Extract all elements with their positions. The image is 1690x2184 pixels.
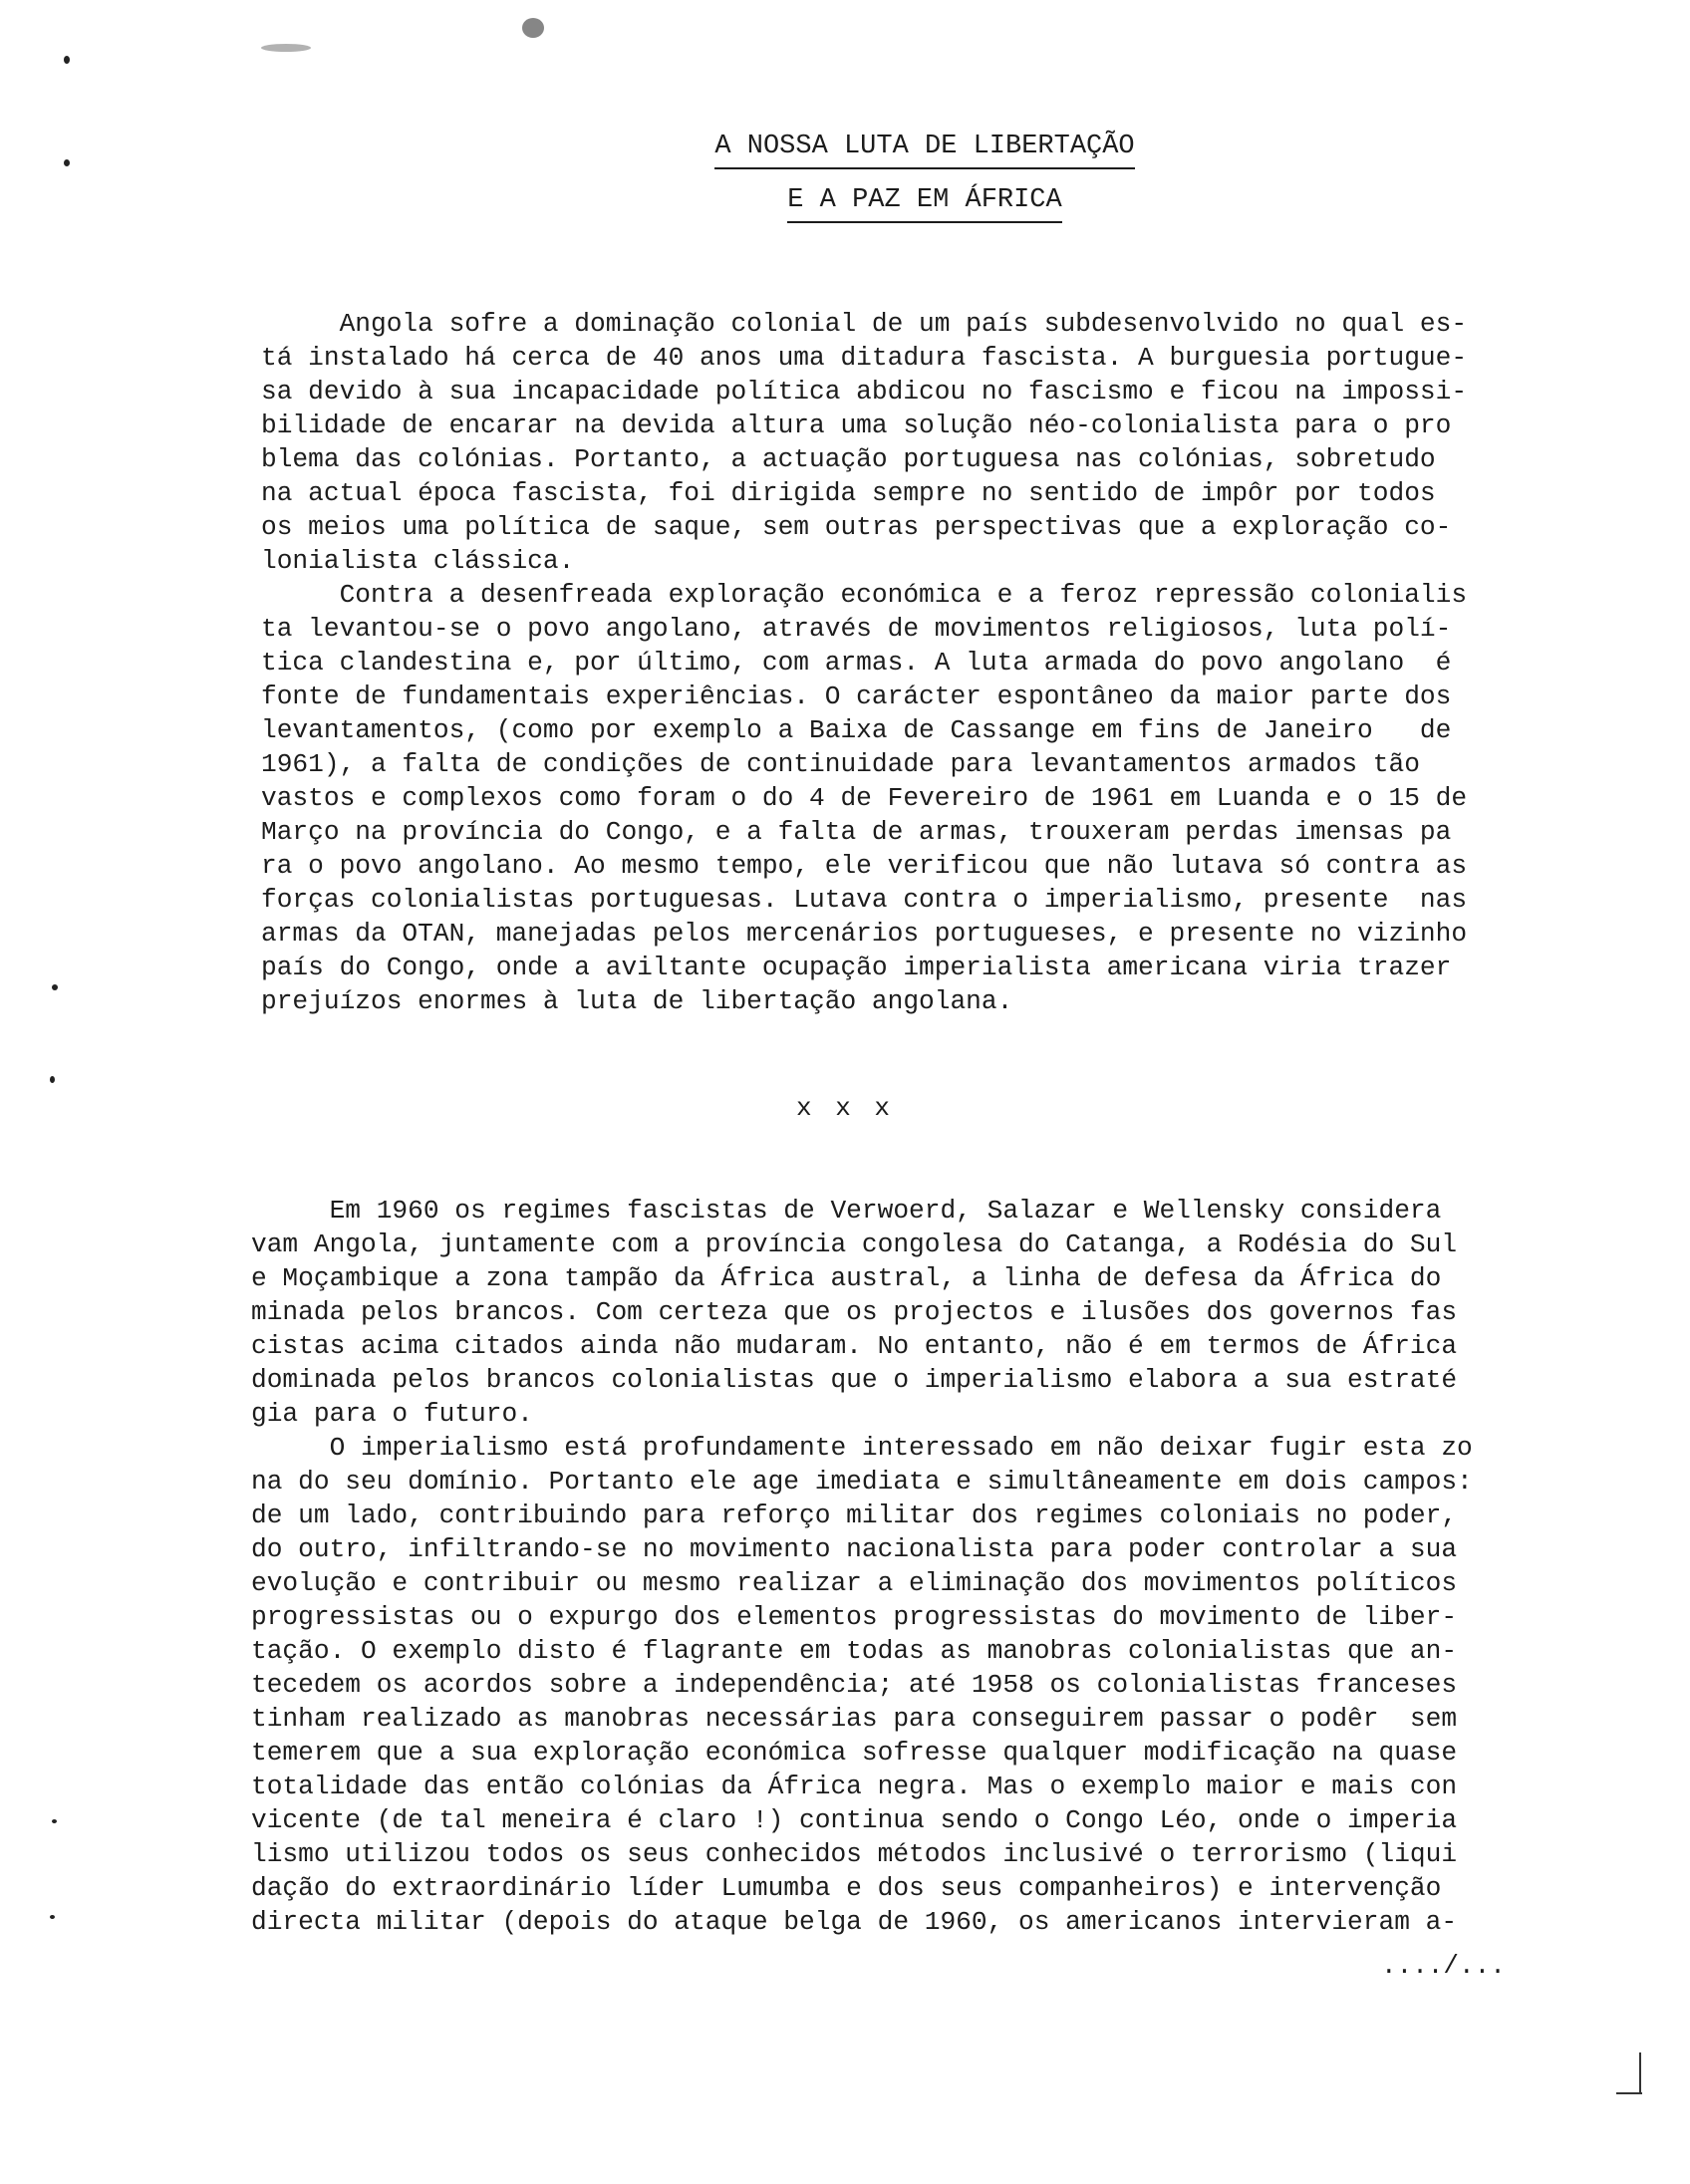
scan-speck xyxy=(52,1819,57,1823)
text-line: e Moçambique a zona tampão da África austral, a linha de defesa da África do xyxy=(251,1263,1442,1293)
text-line: lonialista clássica. xyxy=(261,546,575,576)
scan-speck xyxy=(64,159,70,166)
text-line: prejuízos enormes à luta de libertação angolana. xyxy=(261,986,1013,1016)
text-line: cistas acima citados ainda não mudaram. No entanto, não é em termos de África xyxy=(251,1331,1458,1361)
text-line: vastos e complexos como foram o do 4 de Fevereiro de 1961 em Luanda e o 15 de xyxy=(261,783,1468,813)
text-line: evolução e contribuir ou mesmo realizar a eliminação dos movimentos políticos xyxy=(251,1568,1458,1598)
title-line-2 xyxy=(0,183,1690,223)
text-line: de um lado, contribuindo para reforço militar dos regimes coloniais no poder, xyxy=(251,1501,1458,1530)
text-line: temerem que a sua exploração económica sofresse qualquer modificação na quase xyxy=(251,1738,1458,1768)
text-line: do outro, infiltrando-se no movimento nacionalista para poder controlar a sua xyxy=(251,1534,1458,1564)
text-line: ta levantou-se o povo angolano, através de movimentos religiosos, luta polí- xyxy=(261,614,1452,644)
title-line-2-text: E A PAZ EM ÁFRICA xyxy=(787,183,1061,223)
text-line: tica clandestina e, por último, com armas. A luta armada do povo angolano é xyxy=(261,648,1452,678)
section-separator: x x x xyxy=(795,1093,894,1123)
title-line-1-text: A NOSSA LUTA DE LIBERTAÇÃO xyxy=(714,130,1134,169)
scan-speck xyxy=(50,1076,55,1083)
text-line: tinham realizado as manobras necessárias para conseguirem passar o podêr sem xyxy=(251,1704,1458,1734)
text-line: os meios uma política de saque, sem outras perspectivas que a exploração co- xyxy=(261,512,1452,542)
text-line: O imperialismo está profundamente interessado em não deixar fugir esta zo xyxy=(251,1433,1473,1463)
text-line: armas da OTAN, manejadas pelos mercenários portugueses, e presente no vizinho xyxy=(261,919,1468,949)
text-line: lismo utilizou todos os seus conhecidos métodos inclusivé o terrorismo (liqui xyxy=(251,1839,1458,1869)
text-line: directa militar (depois do ataque belga de 1960, os americanos intervieram a- xyxy=(251,1907,1458,1937)
text-line: vicente (de tal meneira é claro !) continua sendo o Congo Léo, onde o imperia xyxy=(251,1805,1458,1835)
text-line: 1961), a falta de condições de continuidade para levantamentos armados tão xyxy=(261,749,1420,779)
text-line: ra o povo angolano. Ao mesmo tempo, ele verificou que não lutava só contra as xyxy=(261,851,1468,881)
text-line: Angola sofre a dominação colonial de um país subdesenvolvido no qual es- xyxy=(261,309,1468,339)
text-line: levantamentos, (como por exemplo a Baixa de Cassange em fins de Janeiro de xyxy=(261,715,1452,745)
title-line-1 xyxy=(0,130,1690,169)
scan-smudge xyxy=(261,44,311,52)
text-line: na actual época fascista, foi dirigida sempre no sentido de impôr por todos xyxy=(261,478,1436,508)
text-line: blema das colónias. Portanto, a actuação portuguesa nas colónias, sobretudo xyxy=(261,444,1436,474)
text-line: dação do extraordinário líder Lumumba e dos seus companheiros) e intervenção xyxy=(251,1873,1442,1903)
scan-smudge xyxy=(522,18,544,38)
text-line: na do seu domínio. Portanto ele age imediata e simultâneamente em dois campos: xyxy=(251,1467,1473,1497)
text-line: totalidade das então colónias da África negra. Mas o exemplo maior e mais con xyxy=(251,1772,1458,1801)
scan-edge-mark xyxy=(1639,2052,1641,2092)
scan-edge-mark xyxy=(1616,2092,1642,2094)
scan-speck xyxy=(50,1915,55,1919)
text-line: Contra a desenfreada exploração económica e a feroz repressão colonialis xyxy=(261,580,1468,610)
scan-speck xyxy=(64,56,70,64)
text-line: Março na província do Congo, e a falta de armas, trouxeram perdas imensas pa xyxy=(261,817,1452,847)
text-line: tá instalado há cerca de 40 anos uma ditadura fascista. A burguesia portugue- xyxy=(261,343,1468,373)
text-line: sa devido à sua incapacidade política abdicou no fascismo e ficou na impossi- xyxy=(261,377,1468,407)
text-line: tação. O exemplo disto é flagrante em todas as manobras colonialistas que an- xyxy=(251,1636,1458,1666)
text-line: progressistas ou o expurgo dos elementos progressistas do movimento de liber- xyxy=(251,1602,1458,1632)
text-line: tecedem os acordos sobre a independência; até 1958 os colonialistas franceses xyxy=(251,1670,1458,1700)
text-line: fonte de fundamentais experiências. O carácter espontâneo da maior parte dos xyxy=(261,682,1452,711)
continuation-mark: ..../... xyxy=(1381,1951,1506,1981)
text-line: bilidade de encarar na devida altura uma solução néo-colonialista para o pro xyxy=(261,410,1452,440)
text-line: país do Congo, onde a aviltante ocupação imperialista americana viria trazer xyxy=(261,953,1452,982)
text-line: gia para o futuro. xyxy=(251,1399,533,1429)
text-line: forças colonialistas portuguesas. Lutava contra o imperialismo, presente nas xyxy=(261,885,1468,915)
scan-speck xyxy=(52,984,58,990)
text-line: dominada pelos brancos colonialistas que o imperialismo elabora a sua estraté xyxy=(251,1365,1458,1395)
text-line: Em 1960 os regimes fascistas de Verwoerd, Salazar e Wellensky considera xyxy=(251,1196,1442,1226)
text-line: vam Angola, juntamente com a província congolesa do Catanga, a Rodésia do Sul xyxy=(251,1229,1458,1259)
text-line: minada pelos brancos. Com certeza que os projectos e ilusões dos governos fas xyxy=(251,1297,1458,1327)
